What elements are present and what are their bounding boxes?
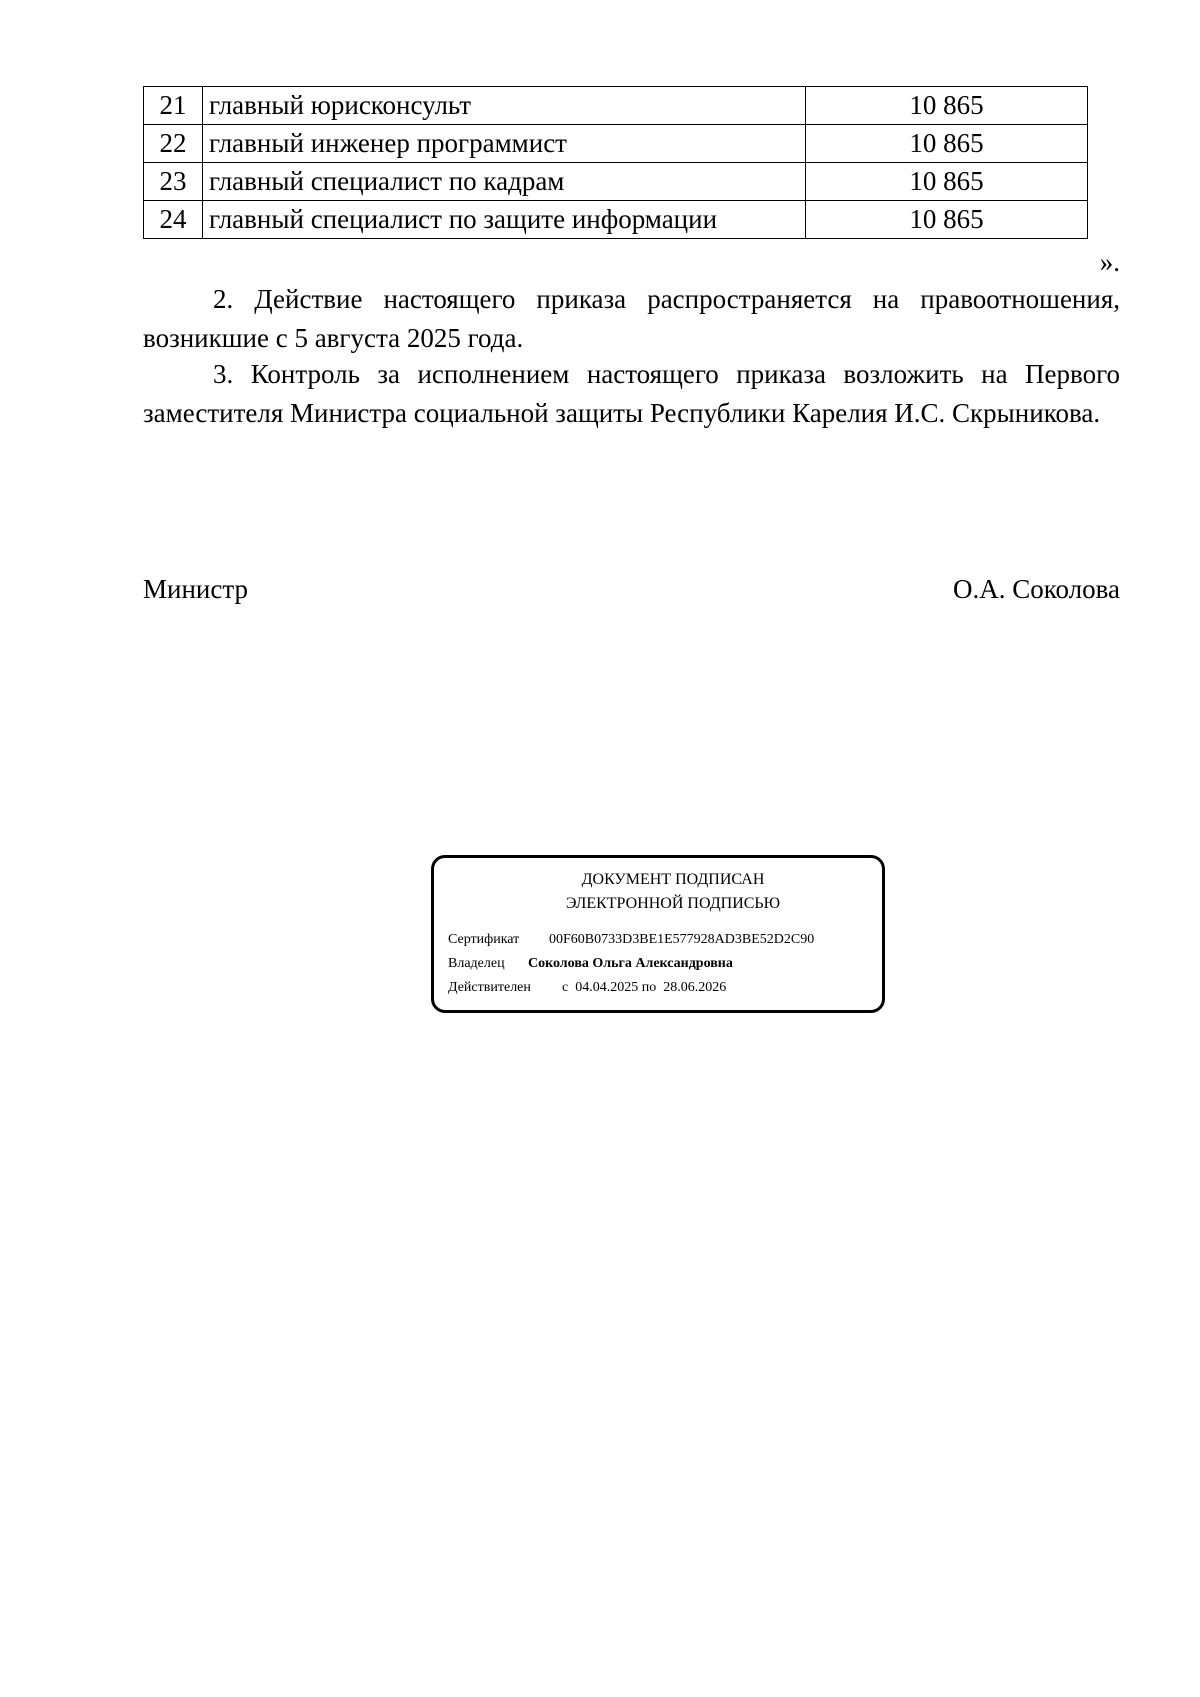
row-number: 22 <box>144 125 203 163</box>
signer-position: Министр <box>143 574 248 604</box>
signer-name: О.А. Соколова <box>953 574 1120 604</box>
position-title: главный инженер программист <box>203 125 806 163</box>
electronic-signature-stamp <box>431 855 885 1013</box>
table-row <box>144 87 1088 125</box>
stamp-certificate-row <box>448 928 882 952</box>
salary-value: 10 865 <box>806 201 1088 239</box>
stamp-line-2: ЭЛЕКТРОННОЙ ПОДПИСЬЮ <box>565 895 781 912</box>
paragraph-2 <box>143 280 1120 358</box>
certificate-label: Сертификат <box>448 932 520 947</box>
stamp-details <box>448 928 882 1000</box>
table-row <box>144 201 1088 239</box>
paragraph-2-text: 2. Действие настоящего приказа распространяется на правоотношения, возникшие с 5 августа 2025 года. <box>143 284 1120 353</box>
salary-value: 10 865 <box>806 87 1088 125</box>
stamp-header <box>464 868 882 916</box>
table-row <box>144 163 1088 201</box>
position-title: главный специалист по кадрам <box>203 163 806 201</box>
closing-quote: ». <box>1099 247 1120 277</box>
row-number: 24 <box>144 201 203 239</box>
validity-value: с 04.04.2025 по 28.06.2026 <box>562 980 727 995</box>
certificate-value: 00F60B0733D3BE1E577928AD3BE52D2C90 <box>549 932 815 947</box>
stamp-line-1: ДОКУМЕНТ ПОДПИСАН <box>581 871 765 888</box>
stamp-owner-row <box>448 952 882 976</box>
owner-value: Соколова Ольга Александровна <box>528 956 733 971</box>
signature-block <box>143 574 1120 605</box>
salary-value: 10 865 <box>806 125 1088 163</box>
paragraph-3 <box>143 355 1120 433</box>
salary-table <box>143 86 1088 239</box>
stamp-validity-row <box>448 976 882 1000</box>
position-title: главный юрисконсульт <box>203 87 806 125</box>
paragraph-3-text: 3. Контроль за исполнением настоящего приказа возложить на Первого заместителя Министра социальной защиты Республики Карелия И.С. Скрыникова. <box>143 359 1120 428</box>
owner-label: Владелец <box>448 956 505 971</box>
table-row <box>144 125 1088 163</box>
validity-label: Действителен <box>448 980 531 995</box>
row-number: 21 <box>144 87 203 125</box>
row-number: 23 <box>144 163 203 201</box>
salary-value: 10 865 <box>806 163 1088 201</box>
position-title: главный специалист по защите информации <box>203 201 806 239</box>
